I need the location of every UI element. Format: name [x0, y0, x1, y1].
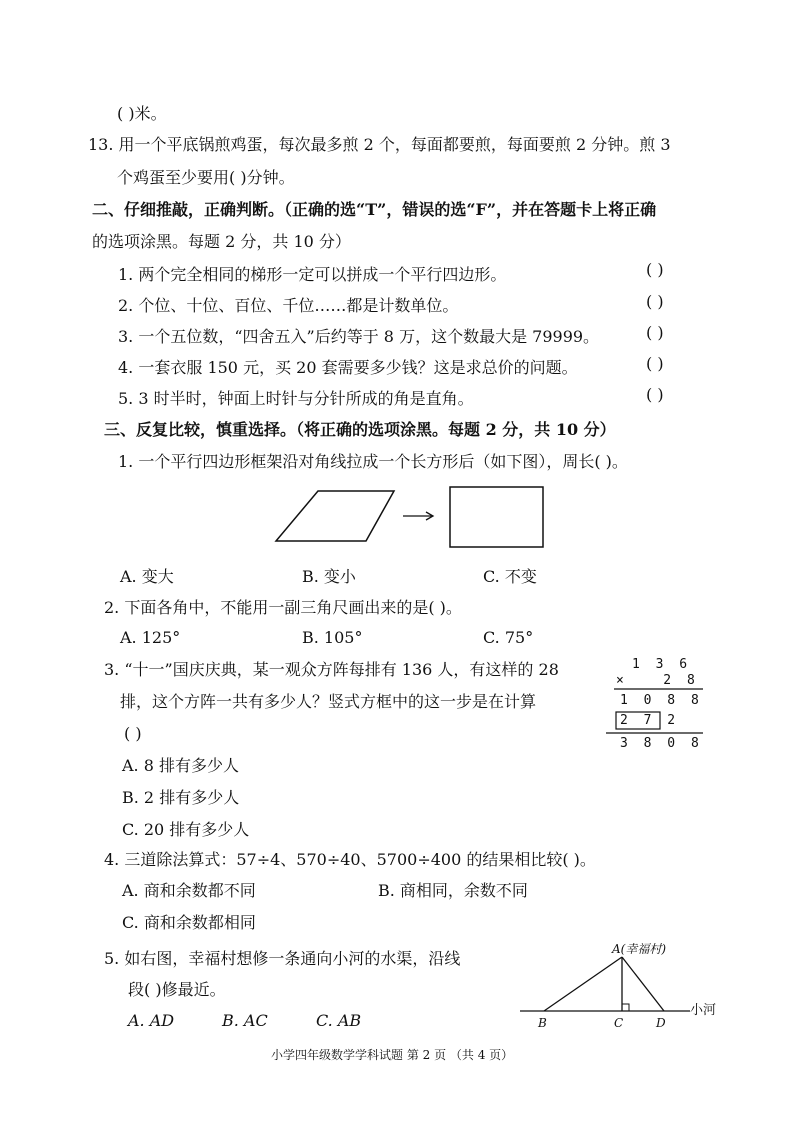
- judge-answer-2[interactable]: ( ): [646, 292, 664, 311]
- q12-tail-line: ( )米。: [117, 104, 167, 123]
- mul-row-partial-2: 2 7 2: [620, 713, 680, 728]
- judge-answer-4[interactable]: ( ): [646, 354, 664, 373]
- choice-3-option-b[interactable]: B. 2 排有多少人: [122, 788, 240, 807]
- q13-line-2: 个鸡蛋至少要用( )分钟。: [117, 168, 295, 187]
- choice-1-stem: 1. 一个平行四边形框架沿对角线拉成一个长方形后（如下图），周长( )。: [118, 452, 628, 471]
- choice-3-option-a[interactable]: A. 8 排有多少人: [122, 756, 239, 775]
- choice-4-stem: 4. 三道除法算式：57÷4、570÷40、5700÷400 的结果相比较( )。: [104, 850, 596, 869]
- parallelogram-shape: [276, 491, 394, 541]
- judge-item-1: 1. 两个完全相同的梯形一定可以拼成一个平行四边形。: [118, 265, 507, 284]
- rectangle-shape: [450, 487, 543, 547]
- mul-row-multiplicand: 1 3 6: [632, 657, 692, 672]
- choice-5-stem-1: 5. 如右图，幸福村想修一条通向小河的水渠，沿线: [104, 949, 461, 968]
- choice-4-option-b[interactable]: B. 商相同，余数不同: [378, 881, 528, 900]
- choice-5-stem-2: 段( )修最近。: [128, 980, 226, 999]
- choice-5-option-a[interactable]: A. AD: [128, 1011, 175, 1030]
- section-2-heading-1: 二、仔细推敲，正确判断。（正确的选“T”，错误的选“F”，并在答题卡上将正确: [92, 200, 657, 219]
- point-b-label: B: [538, 1016, 547, 1030]
- judge-answer-5[interactable]: ( ): [646, 385, 664, 404]
- river-label: 小河: [690, 1003, 717, 1018]
- choice-1-option-a[interactable]: A. 变大: [120, 567, 174, 586]
- choice-1-option-c[interactable]: C. 不变: [483, 567, 537, 586]
- judge-item-2: 2. 个位、十位、百位、千位……都是计数单位。: [118, 296, 459, 315]
- choice-4-option-c[interactable]: C. 商和余数都相同: [122, 913, 256, 932]
- choice-2-stem: 2. 下面各角中，不能用一副三角尺画出来的是( )。: [104, 598, 462, 617]
- choice-4-option-a[interactable]: A. 商和余数都不同: [122, 881, 256, 900]
- choice-3-stem-2: 排，这个方阵一共有多少人？竖式方框中的这一步是在计算: [120, 692, 537, 711]
- choice-2-option-a[interactable]: A. 125°: [120, 628, 181, 647]
- mul-row-partial-1: 1 0 8 8: [620, 693, 703, 708]
- choice-5-option-c[interactable]: C. AB: [316, 1011, 362, 1030]
- judge-item-3: 3. 一个五位数，“四舍五入”后约等于 8 万，这个数最大是 79999。: [118, 327, 600, 346]
- point-d-label: D: [656, 1016, 666, 1030]
- segment-ab: [544, 957, 622, 1011]
- judge-item-5: 5. 3 时半时，钟面上时针与分针所成的角是直角。: [118, 389, 474, 408]
- point-a-label: A(幸福村): [612, 942, 667, 956]
- judge-answer-1[interactable]: ( ): [646, 260, 664, 279]
- mul-row-product: 3 8 0 8: [620, 736, 703, 751]
- segment-ad: [622, 957, 664, 1011]
- point-c-label: C: [614, 1016, 624, 1030]
- judge-item-4: 4. 一套衣服 150 元，买 20 套需要多少钱？这是求总价的问题。: [118, 358, 578, 377]
- judge-answer-3[interactable]: ( ): [646, 323, 664, 342]
- choice-3-option-c[interactable]: C. 20 排有多少人: [122, 820, 250, 839]
- mul-row-multiplier: × 2 8: [616, 673, 699, 688]
- choice-3-stem-3: ( ): [124, 724, 142, 743]
- section-3-heading: 三、反复比较，慎重选择。（将正确的选项涂黑。每题 2 分，共 10 分）: [104, 420, 616, 439]
- q13-line-1: 13. 用一个平底锅煎鸡蛋，每次最多煎 2 个，每面都要煎，每面要煎 2 分钟。煎 3: [88, 135, 671, 154]
- choice-3-stem-1: 3. “十一”国庆庆典，某一观众方阵每排有 136 人，有这样的 28: [104, 660, 559, 679]
- section-2-heading-2: 的选项涂黑。每题 2 分，共 10 分）: [92, 232, 351, 251]
- choice-2-option-b[interactable]: B. 105°: [302, 628, 363, 647]
- choice-5-option-b[interactable]: B. AC: [222, 1011, 268, 1030]
- choice-1-option-b[interactable]: B. 变小: [302, 567, 356, 586]
- choice-2-option-c[interactable]: C. 75°: [483, 628, 534, 647]
- right-angle-mark: [622, 1004, 629, 1011]
- page-footer: 小学四年级数学学科试题 第 2 页 （共 4 页）: [271, 1048, 514, 1062]
